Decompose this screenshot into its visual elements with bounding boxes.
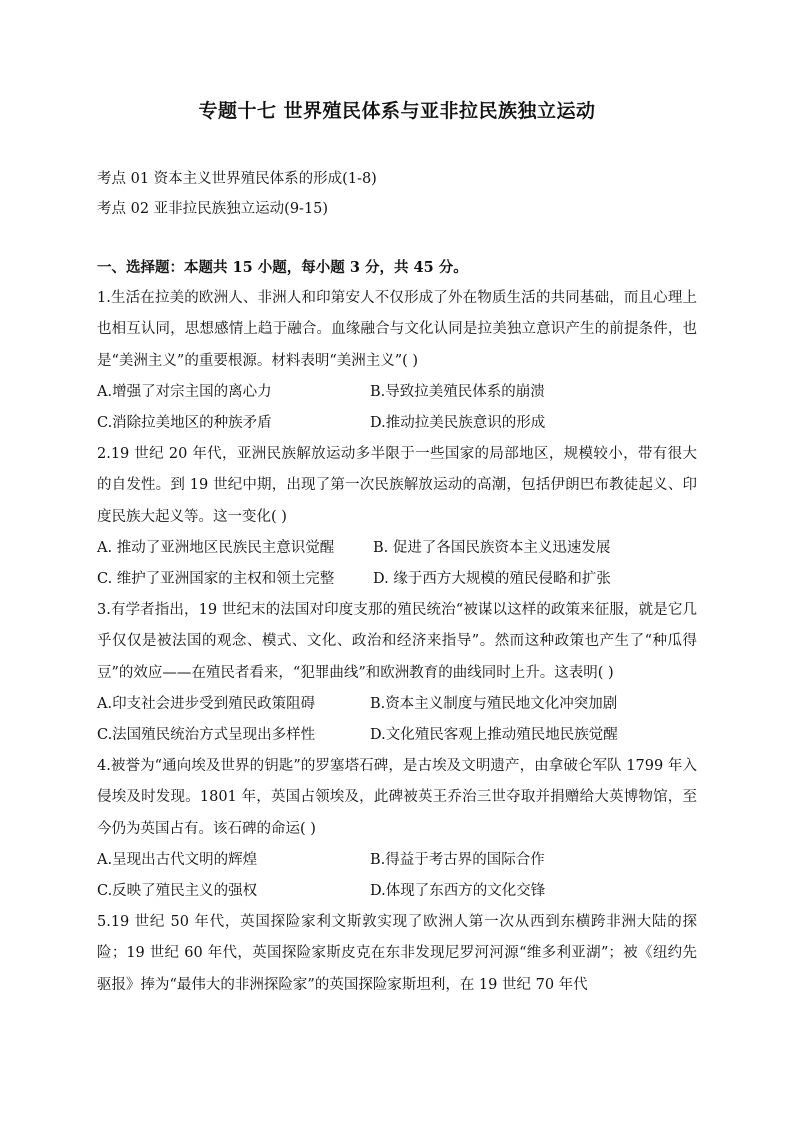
question-4-options <box>97 845 697 907</box>
option-a: A.增强了对宗主国的离心力 <box>97 383 272 400</box>
question-4-stem: 4.被誉为“通向埃及世界的钥匙”的罗塞塔石碑，是古埃及文明遗产，由拿破仑军队 1799 年入侵埃及时发现。1801 年，英国占领埃及，此碑被英王乔治三世夺取并捐赠给大英博物馆，至今仍为英国占有。该石碑的命运( ) <box>97 758 697 837</box>
option-d: D.文化殖民客观上推动殖民地民族觉醒 <box>370 727 618 744</box>
option-c: C.反映了殖民主义的强权 <box>97 883 258 900</box>
question-1-stem: 1.生活在拉美的欧洲人、非洲人和印第安人不仅形成了外在物质生活的共同基础，而且心理上也相互认同，思想感情上趋于融合。血缘融合与文化认同是拉美独立意识产生的前提条件，也是“美洲主义”的重要根源。材料表明“美洲主义”( ) <box>97 290 697 369</box>
option-d: D.体现了东西方的文化交锋 <box>370 883 546 900</box>
option-b: B.导致拉美殖民体系的崩溃 <box>370 383 545 400</box>
question-3-stem: 3.有学者指出，19 世纪末的法国对印度支那的殖民统治“被谋以这样的政策来征服，就是它几乎仅仅是被法国的观念、模式、文化、政治和经济来指导”。然而这种政策也产生了“种瓜得豆”的效应——在殖民者看来，“犯罪曲线”和欧洲教育的曲线同时上升。这表明( ) <box>97 602 697 681</box>
option-c: C.法国殖民统治方式呈现出多样性 <box>97 727 316 744</box>
page-title: 专题十七 世界殖民体系与亚非拉民族独立运动 <box>198 100 596 122</box>
option-a: A.印支社会进步受到殖民政策阻碍 <box>97 695 316 712</box>
question-2-options <box>97 533 697 595</box>
question-3-options <box>97 689 697 751</box>
option-b: B. 促进了各国民族资本主义迅速发展 <box>373 539 611 556</box>
outline-item: 考点 01 资本主义世界殖民体系的形成(1-8) <box>97 171 377 187</box>
option-d: D. 缘于西方大规模的殖民侵略和扩张 <box>373 571 611 588</box>
option-a: A. 推动了亚洲地区民族民主意识觉醒 <box>97 539 335 556</box>
topic-outline <box>97 164 377 224</box>
option-c: C.消除拉美地区的种族矛盾 <box>97 415 272 432</box>
question-2-stem: 2.19 世纪 20 年代，亚洲民族解放运动多半限于一些国家的局部地区，规模较小，带有很大的自发性。到 19 世纪中期，出现了第一次民族解放运动的高潮，包括伊朗巴布教徒起义、印度民族大起义等。这一变化( ) <box>97 446 697 525</box>
question-section <box>97 252 697 1001</box>
question-5-stem: 5.19 世纪 50 年代，英国探险家利文斯敦实现了欧洲人第一次从西到东横跨非洲大陆的探险；19 世纪 60 年代，英国探险家斯皮克在东非发现尼罗河河源“维多利亚湖”；被《纽约先驱报》捧为“最伟大的非洲探险家”的英国探险家斯坦利，在 19 世纪 70 年代 <box>97 914 697 993</box>
option-a: A.呈现出古代文明的辉煌 <box>97 851 258 868</box>
option-d: D.推动拉美民族意识的形成 <box>370 415 546 432</box>
question-1-options <box>97 377 697 439</box>
outline-item: 考点 02 亚非拉民族独立运动(9-15) <box>97 201 329 217</box>
option-b: B.得益于考古界的国际合作 <box>370 851 545 868</box>
option-c: C. 维护了亚洲国家的主权和领土完整 <box>97 571 335 588</box>
option-b: B.资本主义制度与殖民地文化冲突加剧 <box>370 695 618 712</box>
section-heading: 一、选择题：本题共 15 小题，每小题 3 分，共 45 分。 <box>97 259 468 276</box>
